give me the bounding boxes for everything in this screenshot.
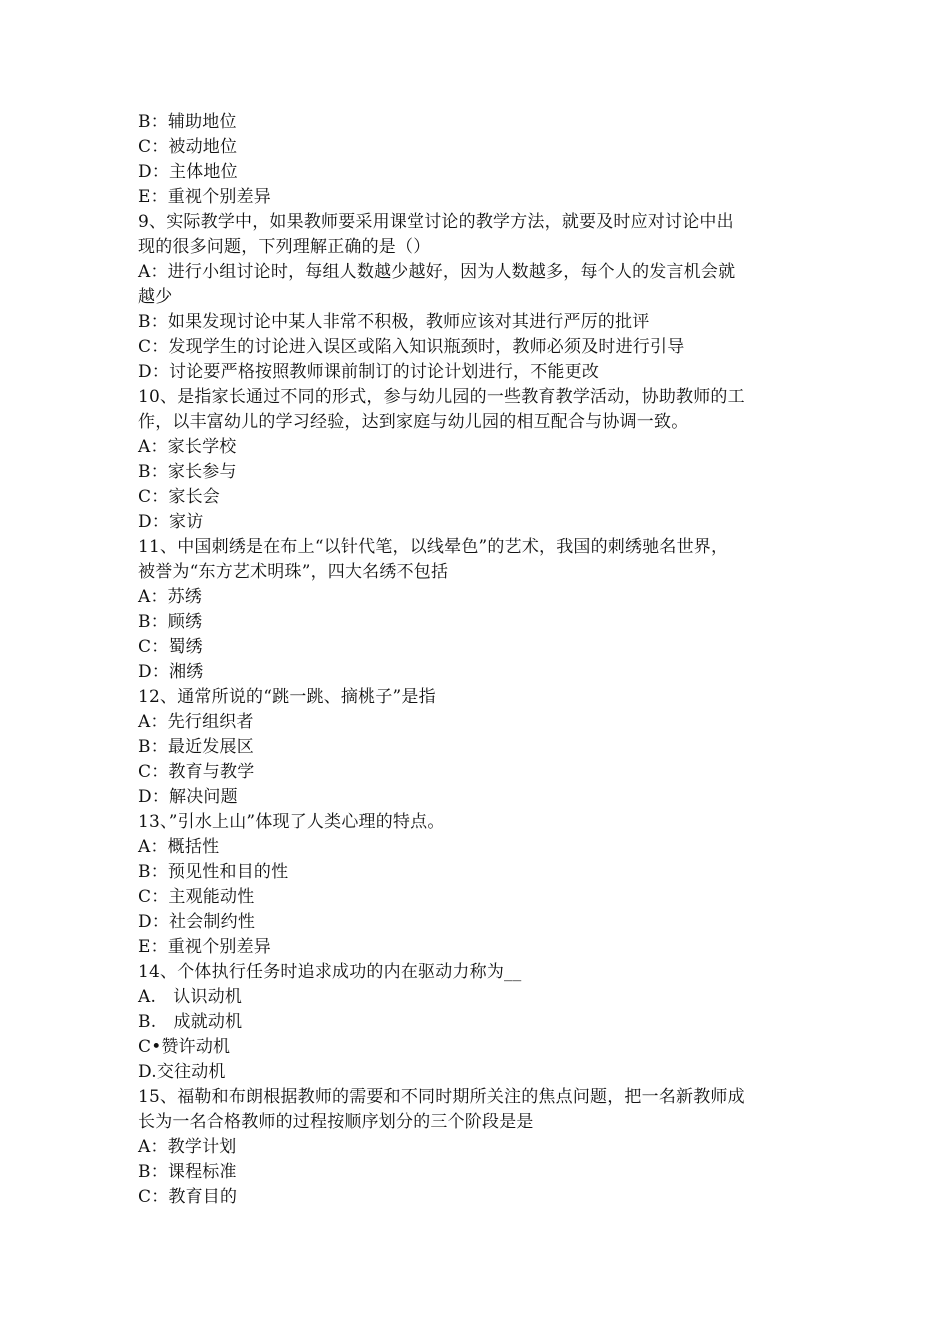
option-line: B：顾绣 (138, 612, 203, 632)
question-9-line-1: 9、实际教学中，如果教师要采用课堂讨论的教学方法，就要及时应对讨论中出 (138, 212, 734, 232)
option-line: B. 成就动机 (138, 1012, 243, 1032)
option-line: C：被动地位 (138, 137, 238, 157)
option-line: C：教育目的 (138, 1187, 238, 1207)
option-line: E：重视个别差异 (138, 937, 272, 957)
option-line: 越少 (138, 287, 173, 307)
option-line: A：进行小组讨论时，每组人数越少越好，因为人数越多，每个人的发言机会就 (138, 262, 736, 282)
question-11-line-2: 被誉为“东方艺术明珠”，四大名绣不包括 (138, 562, 449, 582)
option-line: C：家长会 (138, 487, 221, 507)
option-line: C：教育与教学 (138, 762, 255, 782)
question-14: 14、个体执行任务时追求成功的内在驱动力称为__ (138, 962, 522, 982)
option-line: A：先行组织者 (138, 712, 254, 732)
question-10-line-2: 作，以丰富幼儿的学习经验，达到家庭与幼儿园的相互配合与协调一致。 (138, 412, 689, 432)
option-line: E：重视个别差异 (138, 187, 272, 207)
question-9-line-2: 现的很多问题，下列理解正确的是（） (138, 237, 431, 257)
option-line: C•赞许动机 (138, 1037, 231, 1057)
option-line: D：家访 (138, 512, 204, 532)
option-line: B：如果发现讨论中某人非常不积极，教师应该对其进行严厉的批评 (138, 312, 650, 332)
option-line: D：解决问题 (138, 787, 238, 807)
option-line: D：湘绣 (138, 662, 204, 682)
option-line: D：讨论要严格按照教师课前制订的讨论计划进行，不能更改 (138, 362, 600, 382)
question-12: 12、通常所说的“跳一跳、摘桃子”是指 (138, 687, 436, 707)
option-line: B：预见性和目的性 (138, 862, 289, 882)
question-10-line-1: 10、是指家长通过不同的形式，参与幼儿园的一些教育教学活动，协助教师的工 (138, 387, 745, 407)
question-11-line-1: 11、中国刺绣是在布上“以针代笔，以线晕色”的艺术，我国的刺绣驰名世界， (138, 537, 729, 557)
option-line: B：家长参与 (138, 462, 237, 482)
option-line: B：课程标准 (138, 1162, 237, 1182)
option-line: C：发现学生的讨论进入误区或陷入知识瓶颈时，教师必须及时进行引导 (138, 337, 685, 357)
option-line: A：苏绣 (138, 587, 203, 607)
option-line: D：社会制约性 (138, 912, 256, 932)
option-line: C：蜀绣 (138, 637, 203, 657)
option-line: C：主观能动性 (138, 887, 255, 907)
option-line: B：最近发展区 (138, 737, 254, 757)
question-15-line-2: 长为一名合格教师的过程按顺序划分的三个阶段是是 (138, 1112, 534, 1132)
question-15-line-1: 15、福勒和布朗根据教师的需要和不同时期所关注的焦点问题，把一名新教师成 (138, 1087, 745, 1107)
option-line: A：概括性 (138, 837, 220, 857)
option-line: A：家长学校 (138, 437, 237, 457)
option-line: A. 认识动机 (138, 987, 243, 1007)
option-line: B：辅助地位 (138, 112, 237, 132)
option-line: A：教学计划 (138, 1137, 237, 1157)
option-line: D.交往动机 (138, 1062, 226, 1082)
option-line: D：主体地位 (138, 162, 238, 182)
document-body (138, 110, 813, 1210)
question-13: 13、”引水上山”体现了人类心理的特点。 (138, 812, 445, 832)
